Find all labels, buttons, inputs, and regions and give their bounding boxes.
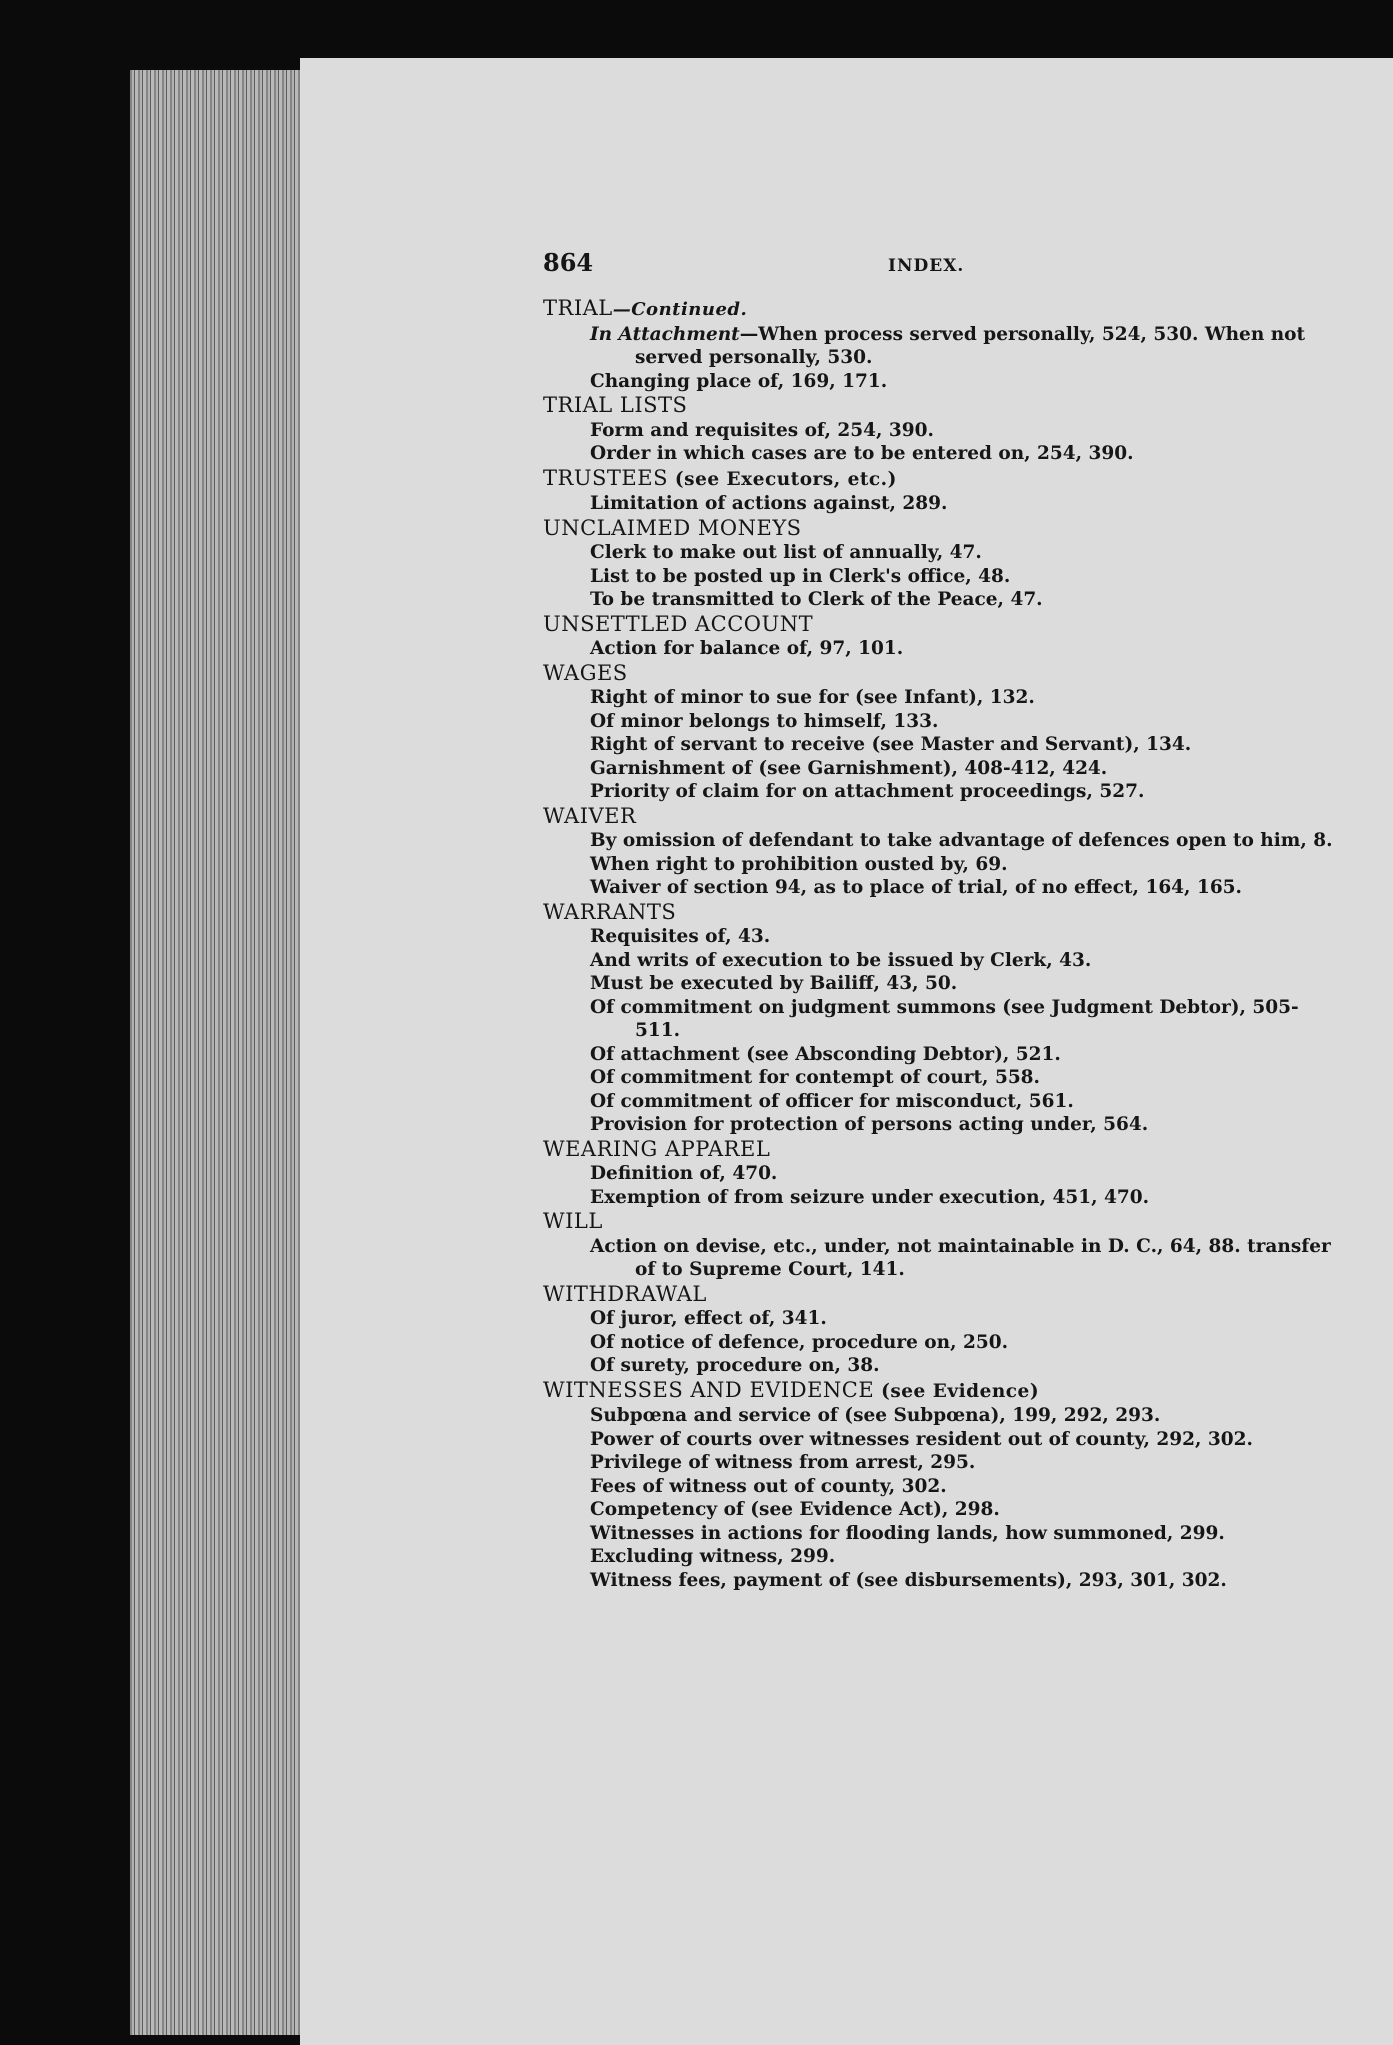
entry-heading: TRUSTEES	[543, 465, 668, 490]
subentry-text: Exemption of from seizure under execution, 451, 470.	[590, 1186, 1150, 1208]
index-entries	[543, 296, 1343, 1592]
subentry	[543, 1569, 1343, 1593]
subentry-text: Changing place of, 169, 171.	[590, 370, 888, 392]
subentry-text: Of attachment (see Absconding Debtor), 521.	[590, 1043, 1061, 1065]
entry-heading-line	[543, 804, 1343, 830]
subentry	[543, 780, 1343, 804]
subentry-list	[543, 686, 1343, 804]
subentry-list	[543, 1235, 1343, 1282]
index-content	[543, 248, 1343, 1592]
subentry	[543, 853, 1343, 877]
subentry-list	[543, 637, 1343, 661]
entry-heading-line	[543, 466, 1343, 493]
subentry-text: Garnishment of (see Garnishment), 408-412, 424.	[590, 757, 1108, 779]
subentry	[543, 686, 1343, 710]
subentry-list	[543, 829, 1343, 900]
subentry-list	[543, 541, 1343, 612]
subentry	[543, 996, 1343, 1043]
subentry	[543, 876, 1343, 900]
subentry-text: To be transmitted to Clerk of the Peace, 47.	[590, 589, 1043, 610]
page-number: 864	[543, 248, 594, 277]
subentry-text: Action on devise, etc., under, not maintainable in D. C., 64, 88. transfer of to Supreme Court, 141.	[590, 1235, 1331, 1280]
entry-heading: UNSETTLED ACCOUNT	[543, 611, 814, 636]
subentry	[543, 1235, 1343, 1282]
subentry	[543, 588, 1343, 612]
subentry-text: Right of servant to receive (see Master and Servant), 134.	[590, 734, 1192, 755]
subentry-lead: In Attachment	[590, 323, 740, 345]
subentry	[543, 1043, 1343, 1067]
subentry-text: Action for balance of, 97, 101.	[590, 638, 904, 659]
entry-heading-line	[543, 900, 1343, 926]
index-entry	[543, 612, 1343, 661]
entry-heading-line	[543, 516, 1343, 542]
subentry-text: Priority of claim for on attachment proceedings, 527.	[590, 781, 1145, 802]
subentry-text: Provision for protection of persons acting under, 564.	[590, 1114, 1149, 1135]
entry-heading: WITHDRAWAL	[543, 1281, 707, 1306]
subentry	[543, 972, 1343, 996]
entry-heading-line	[543, 393, 1343, 419]
subentry	[543, 710, 1343, 734]
subentry-text: Of commitment of officer for misconduct, 561.	[590, 1090, 1074, 1112]
index-entry	[543, 804, 1343, 900]
subentry-text: Requisites of, 43.	[590, 926, 771, 947]
index-entry	[543, 1209, 1343, 1282]
subentry-text: Of juror, effect of, 341.	[590, 1308, 827, 1329]
entry-heading-line	[543, 1209, 1343, 1235]
subentry-text: Privilege of witness from arrest, 295.	[590, 1452, 976, 1473]
index-entry	[543, 1378, 1343, 1593]
subentry	[543, 829, 1343, 853]
entry-heading-line	[543, 1378, 1343, 1405]
subentry	[543, 541, 1343, 565]
subentry	[543, 565, 1343, 589]
subentry	[543, 1545, 1343, 1569]
subentry-text: Subpœna and service of (see Subpœna), 199, 292, 293.	[590, 1405, 1161, 1426]
subentry-list	[543, 925, 1343, 1137]
subentry	[543, 1404, 1343, 1428]
entry-heading-line	[543, 296, 1343, 323]
subentry	[543, 492, 1343, 516]
subentry-text: —When process served personally, 524, 530. When not served personally, 530.	[635, 323, 1306, 368]
entry-heading-line	[543, 612, 1343, 638]
subentry	[543, 1451, 1343, 1475]
subentry	[543, 1428, 1343, 1452]
index-entry	[543, 1137, 1343, 1210]
index-entry	[543, 466, 1343, 516]
subentry	[543, 1475, 1343, 1499]
subentry-text: Power of courts over witnesses resident out of county, 292, 302.	[590, 1428, 1253, 1450]
entry-heading: WAIVER	[543, 803, 637, 828]
index-entry	[543, 1282, 1343, 1378]
subentry-text: And writs of execution to be issued by Clerk, 43.	[590, 949, 1092, 971]
subentry-text: Definition of, 470.	[590, 1163, 778, 1184]
subentry-text: Fees of witness out of county, 302.	[590, 1475, 947, 1497]
subentry-text: Of commitment on judgment summons (see Judgment Debtor), 505-511.	[590, 996, 1299, 1041]
index-entry	[543, 393, 1343, 466]
subentry	[543, 1090, 1343, 1114]
subentry-text: Limitation of actions against, 289.	[590, 493, 948, 514]
index-entry	[543, 900, 1343, 1137]
subentry-text: Clerk to make out list of annually, 47.	[590, 542, 982, 563]
entry-heading-suffix: —Continued.	[612, 299, 748, 320]
subentry	[543, 370, 1343, 394]
entry-heading-line	[543, 1137, 1343, 1163]
subentry-text: Of commitment for contempt of court, 558.	[590, 1067, 1040, 1088]
subentry-list	[543, 1404, 1343, 1592]
subentry-text: Witnesses in actions for flooding lands, how summoned, 299.	[590, 1522, 1225, 1544]
subentry-list	[543, 1162, 1343, 1209]
subentry	[543, 1162, 1343, 1186]
subentry	[543, 1522, 1343, 1546]
subentry	[543, 1307, 1343, 1331]
subentry	[543, 1113, 1343, 1137]
entry-heading: WEARING APPAREL	[543, 1136, 771, 1161]
page-header	[543, 248, 1343, 296]
subentry-text: Must be executed by Bailiff, 43, 50.	[590, 973, 958, 994]
subentry	[543, 949, 1343, 973]
index-entry	[543, 516, 1343, 612]
subentry-text: Of surety, procedure on, 38.	[590, 1355, 880, 1376]
subentry	[543, 1186, 1343, 1210]
subentry-text: Right of minor to sue for (see Infant), 132.	[590, 687, 1035, 708]
subentry-text: Of notice of defence, procedure on, 250.	[590, 1331, 1009, 1353]
entry-heading: WAGES	[543, 660, 628, 685]
subentry	[543, 442, 1343, 466]
entry-heading: UNCLAIMED MONEYS	[543, 515, 802, 540]
subentry-text: Excluding witness, 299.	[590, 1546, 836, 1567]
subentry-text: Order in which cases are to be entered on, 254, 390.	[590, 443, 1134, 464]
subentry	[543, 419, 1343, 443]
entry-heading-note: (see Evidence)	[874, 1380, 1040, 1402]
subentry	[543, 1331, 1343, 1355]
subentry-text: By omission of defendant to take advantage of defences open to him, 8.	[590, 830, 1333, 851]
subentry	[543, 925, 1343, 949]
subentry-text: When right to prohibition ousted by, 69.	[590, 853, 1008, 875]
subentry	[543, 1498, 1343, 1522]
subentry-text: Competency of (see Evidence Act), 298.	[590, 1499, 1000, 1520]
entry-heading: TRIAL	[543, 296, 613, 320]
index-entry	[543, 661, 1343, 804]
index-entry	[543, 296, 1343, 393]
entry-heading: WITNESSES AND EVIDENCE	[543, 1377, 875, 1402]
subentry	[543, 733, 1343, 757]
subentry	[543, 757, 1343, 781]
book-page	[300, 58, 1393, 2045]
entry-heading: TRIAL LISTS	[543, 393, 688, 417]
entry-heading: WARRANTS	[543, 899, 677, 924]
subentry	[543, 1066, 1343, 1090]
entry-heading-line	[543, 661, 1343, 687]
entry-heading-line	[543, 1282, 1343, 1308]
subentry-list	[543, 419, 1343, 466]
running-head: INDEX.	[888, 256, 965, 276]
entry-heading: WILL	[543, 1209, 603, 1233]
subentry-list	[543, 1307, 1343, 1378]
subentry-list	[543, 323, 1343, 394]
subentry-text: Waiver of section 94, as to place of trial, of no effect, 164, 165.	[590, 877, 1242, 898]
entry-heading-note: (see Executors, etc.)	[667, 468, 897, 490]
subentry	[543, 323, 1343, 370]
subentry	[543, 1354, 1343, 1378]
subentry	[543, 637, 1343, 661]
subentry-list	[543, 492, 1343, 516]
subentry-text: Witness fees, payment of (see disbursements), 293, 301, 302.	[590, 1569, 1227, 1591]
subentry-text: Form and requisites of, 254, 390.	[590, 419, 934, 441]
subentry-text: Of minor belongs to himself, 133.	[590, 710, 939, 732]
subentry-text: List to be posted up in Clerk's office, 48.	[590, 565, 1011, 587]
